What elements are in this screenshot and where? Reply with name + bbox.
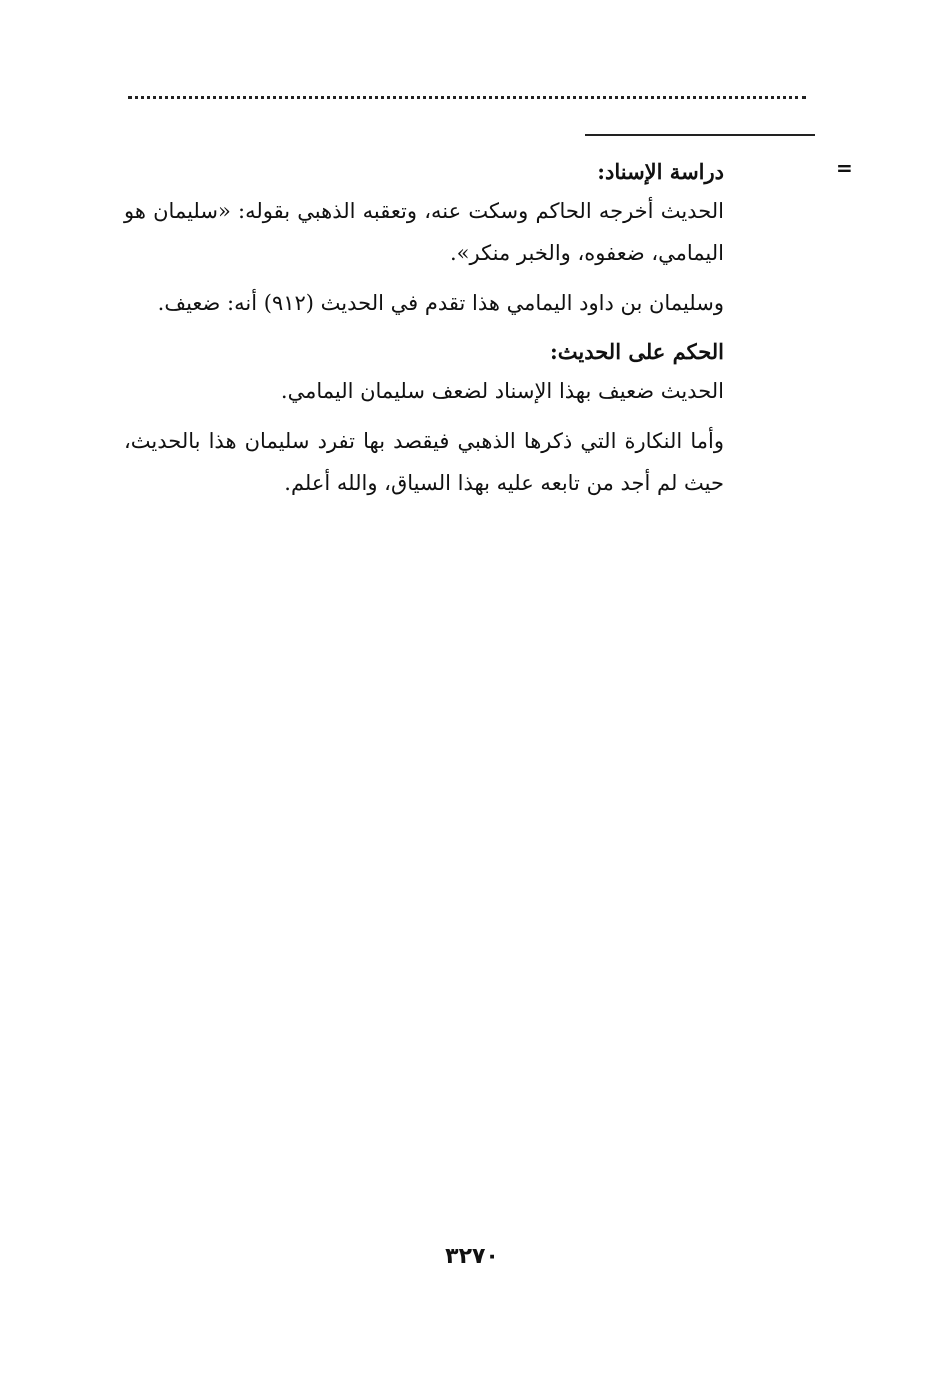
- isnad-heading: دراسة الإسناد:: [597, 159, 724, 184]
- continuation-mark: =: [836, 156, 853, 180]
- page-number: ٣٢٧٠: [445, 1244, 499, 1269]
- dotted-separator: [128, 96, 806, 99]
- page-body: [124, 154, 724, 504]
- isnad-paragraph-2: وسليمان بن داود اليمامي هذا تقدم في الحديث (٩١٢) أنه: ضعيف.: [157, 291, 724, 315]
- ruling-paragraph-2: وأما النكارة التي ذكرها الذهبي فيقصد بها تفرد سليمان هذا بالحديث، حيث لم أجد من تابعه عليه بهذا السياق، والله أعلم.: [124, 429, 724, 495]
- ruling-heading: الحكم على الحديث:: [550, 339, 724, 364]
- isnad-paragraph-1: الحديث أخرجه الحاكم وسكت عنه، وتعقبه الذهبي بقوله: «سليمان هو اليمامي، ضعفوه، والخبر منكر».: [124, 199, 724, 265]
- section-rule: [585, 134, 815, 136]
- ruling-paragraph-1: الحديث ضعيف بهذا الإسناد لضعف سليمان اليمامي.: [280, 379, 724, 403]
